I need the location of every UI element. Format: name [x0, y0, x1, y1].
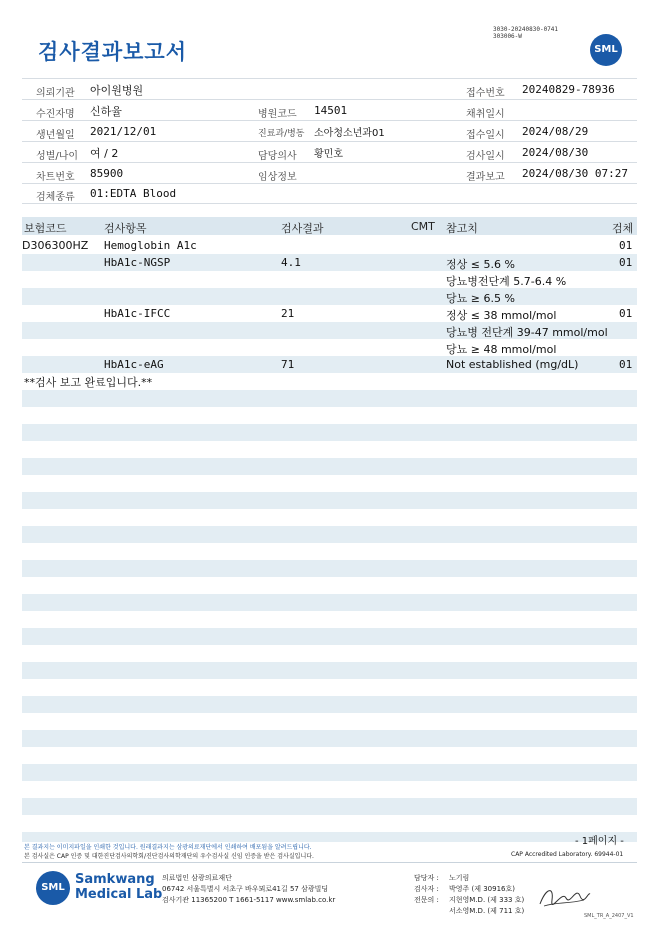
row-stripe: [22, 560, 637, 577]
dept-value: 소아청소년과01: [314, 128, 385, 139]
specimen-code: 01: [619, 256, 633, 269]
specimen-label: 검체종류: [36, 192, 75, 203]
report-date-value: 2024/08/30 07:27: [522, 167, 628, 180]
doctor-label: 담당의사: [258, 151, 297, 162]
insurance-code: D306300HZ: [22, 239, 89, 252]
specimen-value: 01:EDTA Blood: [90, 187, 177, 200]
row-stripe: [22, 424, 637, 441]
divider: [22, 183, 637, 184]
clinical-label: 임상정보: [258, 172, 297, 183]
reference-range: 당뇨병 전단계 39-47 mmol/mol: [446, 326, 608, 339]
staff-values: 노기림 박영주 (제 30916호) 지현영M.D. (제 333 호) 서소영M.D. (제 711 호): [449, 874, 525, 915]
divider: [22, 78, 637, 79]
row-stripe: [22, 526, 637, 543]
test-item: Hemoglobin A1c: [104, 239, 197, 252]
sex-age-value: 여 / 2: [90, 147, 119, 160]
test-result: 71: [281, 358, 295, 371]
report-date-label: 결과보고: [466, 172, 505, 183]
doctor-value: 황민호: [314, 149, 343, 160]
hospital-code-label: 병원코드: [258, 109, 297, 120]
receipt-no-value: 20240829-78936: [522, 83, 615, 96]
row-stripe: [22, 662, 637, 679]
hospital-label: 의뢰기관: [36, 88, 75, 99]
col-ref-header: 참고치: [446, 222, 478, 235]
row-stripe: [22, 594, 637, 611]
test-date-value: 2024/08/30: [522, 146, 589, 159]
footer-logo-icon: SML: [36, 871, 70, 905]
test-item: HbA1c-eAG: [104, 358, 164, 371]
footer-divider: [22, 862, 637, 863]
reference-range: 정상 ≤ 5.6 %: [446, 258, 515, 271]
sml-logo: SML: [590, 34, 622, 66]
test-item: HbA1c-NGSP: [104, 256, 171, 269]
cap-accreditation: CAP Accredited Laboratory. 69944-01: [511, 851, 624, 858]
patient-label: 수진자명: [36, 109, 75, 120]
receipt-date-value: 2024/08/29: [522, 125, 589, 138]
divider: [22, 203, 637, 204]
col-item-header: 검사항목: [104, 222, 147, 235]
page-number: - 1페이지 -: [575, 836, 624, 847]
reference-range: Not established (mg/dL): [446, 358, 579, 371]
chart-no-label: 차트번호: [36, 172, 75, 183]
document-code: 3030-20240830-0741 303006-W: [493, 26, 559, 40]
col-result-header: 검사결과: [281, 222, 324, 235]
row-stripe: [22, 288, 637, 305]
divider: [22, 120, 637, 121]
test-result: 21: [281, 307, 295, 320]
dob-label: 생년월일: [36, 130, 75, 141]
col-spec-header: 검체: [612, 222, 634, 235]
chart-no-value: 85900: [90, 167, 124, 180]
divider: [22, 162, 637, 163]
staff-labels: 담당자 : 검사자 : 전문의 :: [414, 874, 439, 904]
specimen-code: 01: [619, 239, 633, 252]
receipt-no-label: 접수번호: [466, 88, 505, 99]
reference-range: 정상 ≤ 38 mmol/mol: [446, 309, 557, 322]
form-code: SML_TR_A_2407_V1: [584, 913, 634, 919]
row-stripe: [22, 696, 637, 713]
row-stripe: [22, 798, 637, 815]
sex-age-label: 성별/나이: [36, 151, 79, 162]
footer-logo-name: Samkwang Medical Lab: [75, 872, 163, 902]
row-stripe: [22, 458, 637, 475]
test-item: HbA1c-IFCC: [104, 307, 171, 320]
signature-image: [536, 882, 592, 912]
reference-range: 당뇨병전단계 5.7-6.4 %: [446, 275, 567, 288]
row-stripe: [22, 730, 637, 747]
test-date-label: 검사일시: [466, 151, 505, 162]
row-stripe: [22, 390, 637, 407]
col-cmt-header: CMT: [411, 220, 435, 233]
specimen-code: 01: [619, 358, 633, 371]
disclaimer-image: 본 결과지는 이미지파일을 인쇄한 것입니다. 원래결과지는 삼광의료재단에서 인쇄하여 배포됨을 알려드립니다.: [24, 844, 312, 851]
divider: [22, 141, 637, 142]
patient-value: 신하율: [90, 105, 122, 118]
collect-date-label: 채취일시: [466, 109, 505, 120]
specimen-code: 01: [619, 307, 633, 320]
dob-value: 2021/12/01: [90, 125, 157, 138]
divider: [22, 99, 637, 100]
test-result: 4.1: [281, 256, 301, 269]
organization-info: 의료법인 삼광의료재단 06742 서울특별시 서초구 바우뫼로41길 57 삼광빌딩 검사기관 11365200 T 1661-5117 www.smlab.co.kr: [162, 874, 336, 904]
reference-range: 당뇨 ≥ 48 mmol/mol: [446, 343, 557, 356]
row-stripe: [22, 492, 637, 509]
reference-range: 당뇨 ≥ 6.5 %: [446, 292, 515, 305]
col-code-header: 보험코드: [24, 222, 67, 235]
completion-note: **검사 보고 완료입니다.**: [24, 376, 153, 389]
disclaimer-accreditation: 본 검사실은 CAP 인증 및 대한진단검사의학회/진단검사의학재단의 우수검사실 신임 인증을 받은 검사실입니다.: [24, 853, 314, 860]
dept-label: 진료과/병동: [258, 129, 305, 139]
row-stripe: [22, 764, 637, 781]
row-stripe: [22, 832, 637, 842]
hospital-code-value: 14501: [314, 104, 348, 117]
row-stripe: [22, 628, 637, 645]
receipt-date-label: 접수일시: [466, 130, 505, 141]
page-title: 검사결과보고서: [38, 40, 188, 64]
hospital-value: 아이원병원: [90, 84, 144, 97]
